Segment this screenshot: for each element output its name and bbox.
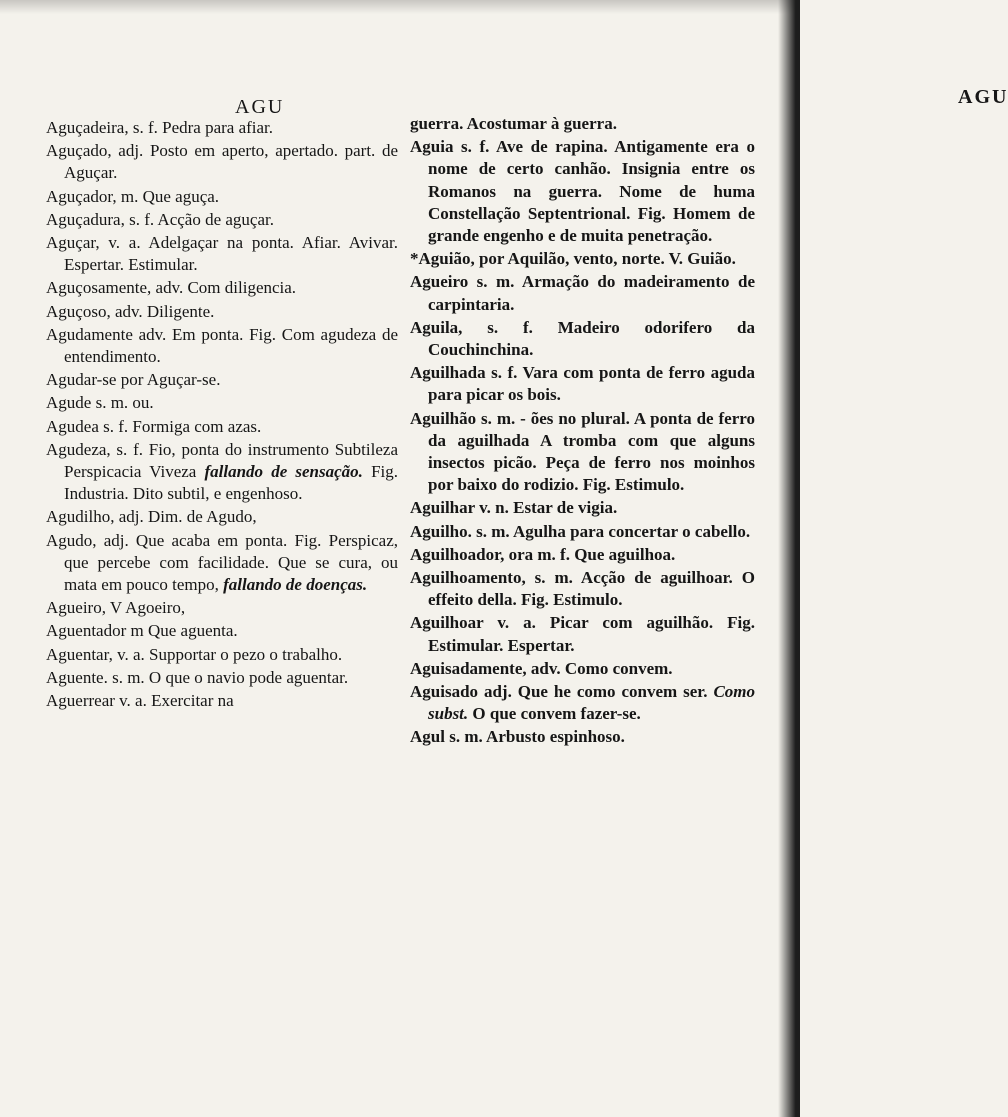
entry-text: Aguçar, v. a. Adelgaçar na ponta. Afiar. Avivar. Espertar. Estimular. <box>46 233 398 275</box>
page-edge-shadow <box>778 0 800 1117</box>
dictionary-entry <box>410 612 755 656</box>
entry-text: Aguente. s. m. O que o navio pode aguentar. <box>46 667 349 687</box>
entry-text: Aguerrear v. a. Exercitar na <box>46 691 234 711</box>
entry-text: Aguilhar v. n. Estar de vigia. <box>410 498 618 518</box>
entry-text: Agudeza, s. f. Fio, ponta do instrumento Subtileza Perspicacia Viveza <box>46 439 398 482</box>
dictionary-entry <box>410 726 755 748</box>
entry-text: Aguilhão s. m. - ões no plural. A ponta de ferro da aguilhada A tromba com que alguns insectos picão. Peça de ferro nos moinhos por baixo do rodizio. Fig. Estimulo. <box>410 408 755 495</box>
right-running-header: AGU <box>958 86 1008 108</box>
entry-text: Agude s. m. ou. <box>46 393 154 413</box>
entry-text: Aguçadura, s. f. Acção de aguçar. <box>46 209 274 229</box>
entry-text: Aguentador m Que aguenta. <box>46 621 238 641</box>
left-running-header: AGU <box>235 96 285 118</box>
entry-italic-phrase: fallando de doenças. <box>223 575 368 595</box>
entry-text: Agueiro s. m. Armação do madeiramento de carpintaria. <box>410 272 755 314</box>
entry-text: Aguisadamente, adv. Como convem. <box>410 658 673 678</box>
entry-text: Aguçado, adj. Posto em aperto, apertado. part. de Aguçar. <box>46 141 398 183</box>
dictionary-entry <box>46 140 398 184</box>
dictionary-entry <box>410 658 755 680</box>
dictionary-entry <box>46 506 398 528</box>
dictionary-entry <box>46 439 398 506</box>
entry-text: Agudea s. f. Formiga com azas. <box>46 416 262 436</box>
right-entry-list <box>410 113 755 750</box>
dictionary-entry <box>410 113 755 135</box>
entry-text: Aguilhoamento, s. m. Acção de aguilhoar. O effeito della. Fig. Estimulo. <box>410 568 755 610</box>
dictionary-entry <box>46 277 398 299</box>
dictionary-entry <box>410 408 755 497</box>
entry-text: Aguçador, m. Que aguça. <box>46 186 220 206</box>
dictionary-entry <box>46 530 398 597</box>
entry-text: Agueiro, V Agoeiro, <box>46 598 186 618</box>
dictionary-entry <box>46 301 398 323</box>
dictionary-entry <box>410 271 755 315</box>
entry-text: Aguilho. s. m. Agulha para concertar o cabello. <box>410 521 751 541</box>
entry-text: Agudar-se por Aguçar-se. <box>46 370 221 390</box>
dictionary-entry <box>46 209 398 231</box>
entry-text: *Aguião, por Aquilão, vento, norte. V. Guião. <box>410 249 736 269</box>
entry-text: Fig. Industria. Dito subtil, e engenhoso. <box>64 462 398 504</box>
dictionary-entry <box>410 362 755 406</box>
entry-text: Aguia s. f. Ave de rapina. Antigamente era o nome de certo canhão. Insignia entre os Romanos na guerra. Nome de huma Constellação Septentrional. Fig. Homem de grande engenho e de muita penetração. <box>410 137 755 246</box>
entry-text: O que convem fazer-se. <box>468 704 641 724</box>
dictionary-entry <box>410 681 755 725</box>
entry-text: Aguila, s. f. Madeiro odorifero da Couchinchina. <box>410 317 755 360</box>
page-top-shadow <box>0 0 800 14</box>
entry-text: Aguisado adj. Que he como convem ser. <box>410 682 714 702</box>
dictionary-entry <box>410 136 755 247</box>
dictionary-entry <box>46 117 398 139</box>
dictionary-entry <box>46 232 398 276</box>
dictionary-entry <box>46 186 398 208</box>
dictionary-entry <box>46 667 398 689</box>
left-entry-list <box>46 117 398 713</box>
dictionary-entry <box>410 248 755 270</box>
entry-text: Aguilhada s. f. Vara com ponta de ferro aguda para picar os bois. <box>410 363 755 405</box>
entry-text: Aguçosamente, adv. Com diligencia. <box>46 278 297 298</box>
entry-text: Agudo, adj. Que acaba em ponta. Fig. Perspicaz, que percebe com facilidade. Que se cura, ou mata em pouco tempo, <box>46 530 398 595</box>
dictionary-entry <box>46 369 398 391</box>
dictionary-entry <box>410 497 755 519</box>
entry-text: Aguilhoar v. a. Picar com aguilhão. Fig. Estimular. Espertar. <box>410 613 755 655</box>
entry-text: Aguilhoador, ora m. f. Que aguilhoa. <box>410 544 676 564</box>
dictionary-entry <box>46 416 398 438</box>
dictionary-entry <box>46 597 398 619</box>
dictionary-entry <box>46 690 398 712</box>
entry-text: Agudilho, adj. Dim. de Agudo, <box>46 507 257 527</box>
entry-text: Agudamente adv. Em ponta. Fig. Com agudeza de entendimento. <box>46 324 398 367</box>
dictionary-entry <box>46 392 398 414</box>
dictionary-entry <box>410 567 755 611</box>
entry-text: Aguçadeira, s. f. Pedra para afiar. <box>46 118 274 137</box>
dictionary-entry <box>46 324 398 368</box>
entry-text: Aguentar, v. a. Supportar o pezo o trabalho. <box>46 644 343 664</box>
entry-text: Agul s. m. Arbusto espinhoso. <box>410 727 625 747</box>
entry-text: Aguçoso, adv. Diligente. <box>46 301 215 321</box>
entry-italic-phrase: Como subst. <box>428 682 755 724</box>
dictionary-entry <box>46 644 398 666</box>
dictionary-entry <box>410 544 755 566</box>
entry-italic-phrase: fallando de sensação. <box>204 462 363 482</box>
dictionary-entry <box>46 620 398 642</box>
dictionary-entry <box>410 521 755 543</box>
dictionary-entry <box>410 317 755 361</box>
entry-text: guerra. Acostumar à guerra. <box>410 114 617 133</box>
